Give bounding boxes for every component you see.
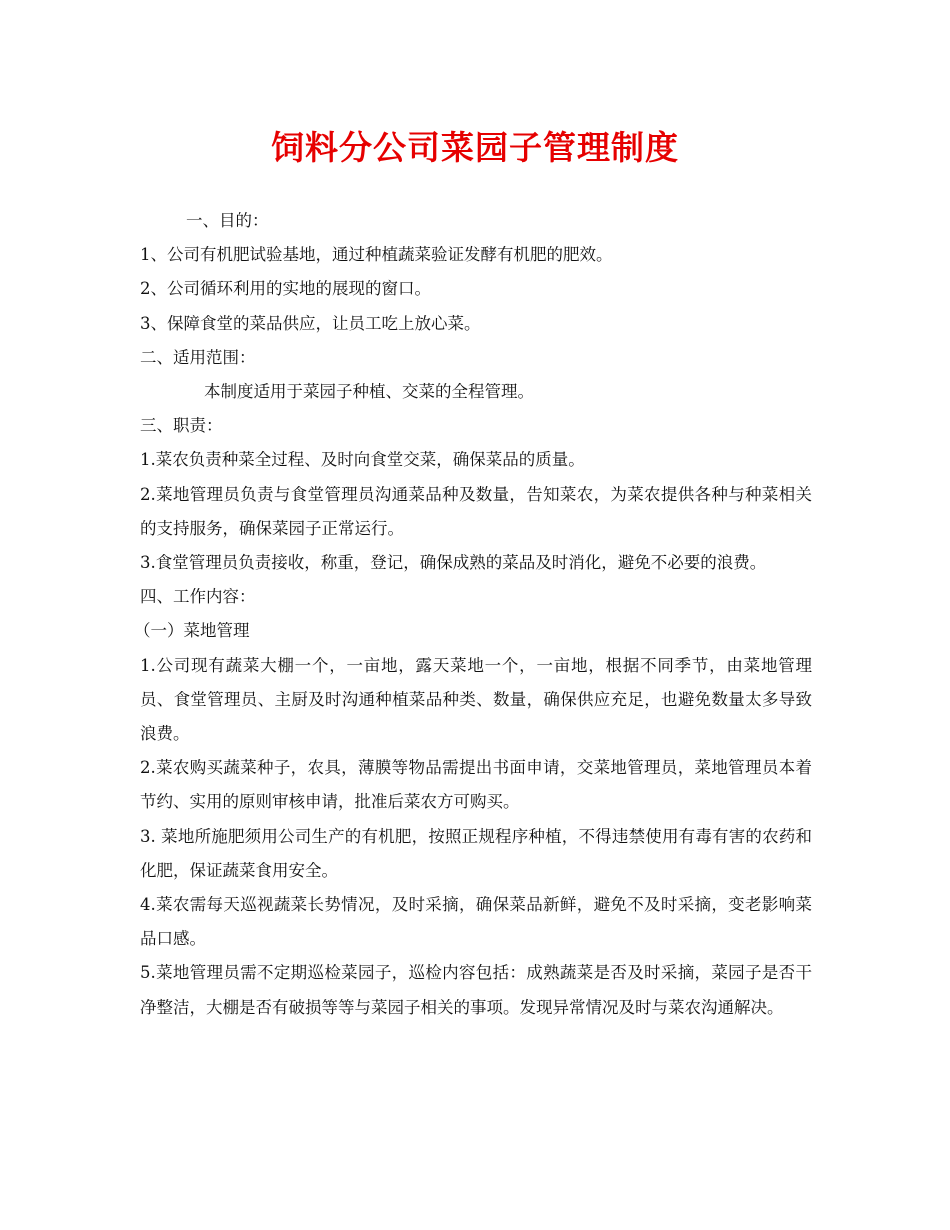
paragraph: 4.菜农需每天巡视蔬菜长势情况，及时采摘，确保菜品新鲜，避免不及时采摘，变老影响菜品口感。 xyxy=(140,895,812,949)
section-heading-purpose: 一、目的： xyxy=(186,211,269,230)
section-heading-work-content: 四、工作内容： xyxy=(140,587,256,607)
paragraph: 本制度适用于菜园子种植、交菜的全程管理。 xyxy=(204,382,534,402)
paragraph: 1.公司现有蔬菜大棚一个，一亩地，露天菜地一个，一亩地，根据不同季节，由菜地管理员、食堂管理员、主厨及时沟通种植菜品种类、数量，确保供应充足，也避免数量太多导致浪费。 xyxy=(140,655,812,744)
document-title: 饲料分公司菜园子管理制度 xyxy=(271,128,679,167)
section-heading-responsibilities: 三、职责： xyxy=(140,416,223,436)
paragraph: 3. 菜地所施肥须用公司生产的有机肥，按照正规程序种植，不得违禁使用有毒有害的农药和化肥，保证蔬菜食用安全。 xyxy=(140,826,812,880)
paragraph: 2、公司循环利用的实地的展现的窗口。 xyxy=(140,279,431,299)
paragraph: 3.食堂管理员负责接收，称重，登记，确保成熟的菜品及时消化，避免不必要的浪费。 xyxy=(140,553,767,573)
paragraph: 3、保障食堂的菜品供应，让员工吃上放心菜。 xyxy=(140,313,481,333)
paragraph: 5.菜地管理员需不定期巡检菜园子，巡检内容包括：成熟蔬菜是否及时采摘，菜园子是否干净整洁，大棚是否有破损等等与菜园子相关的事项。发现异常情况及时与菜农沟通解决。 xyxy=(140,963,812,1017)
paragraph: 1、公司有机肥试验基地，通过种植蔬菜验证发酵有机肥的肥效。 xyxy=(140,245,613,265)
section-heading-scope: 二、适用范围： xyxy=(140,347,256,367)
paragraph: 2.菜农购买蔬菜种子，农具，薄膜等物品需提出书面申请，交菜地管理员，菜地管理员本着节约、实用的原则审核申请，批准后菜农方可购买。 xyxy=(140,758,812,812)
subsection-heading: （一）菜地管理 xyxy=(134,621,250,641)
document-body xyxy=(134,204,812,1025)
paragraph: 1.菜农负责种菜全过程、及时向食堂交菜，确保菜品的质量。 xyxy=(140,450,585,470)
paragraph: 2.菜地管理员负责与食堂管理员沟通菜品种及数量，告知菜农，为菜农提供各种与种菜相关的支持服务，确保菜园子正常运行。 xyxy=(140,484,812,538)
